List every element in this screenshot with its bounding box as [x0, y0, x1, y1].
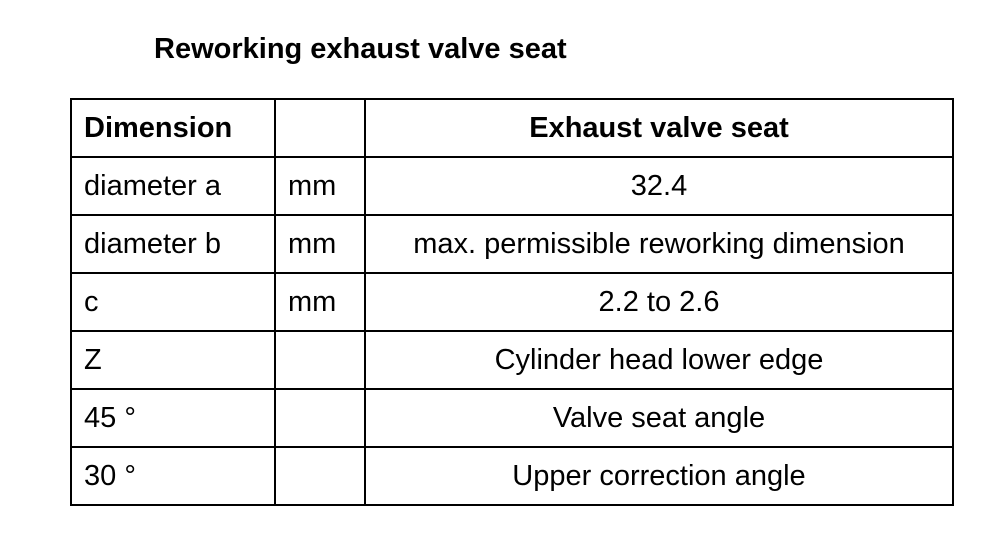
cell-dimension: Z	[71, 331, 275, 389]
table-row	[71, 447, 953, 505]
table-header-row	[71, 99, 953, 157]
cell-value: Cylinder head lower edge	[365, 331, 953, 389]
table-row	[71, 273, 953, 331]
header-exhaust-valve-seat: Exhaust valve seat	[365, 99, 953, 157]
cell-dimension: c	[71, 273, 275, 331]
cell-value: max. permissible reworking dimension	[365, 215, 953, 273]
cell-value: Upper correction angle	[365, 447, 953, 505]
cell-value: 32.4	[365, 157, 953, 215]
table-row	[71, 389, 953, 447]
cell-unit: mm	[275, 157, 365, 215]
cell-dimension: diameter a	[71, 157, 275, 215]
table-row	[71, 157, 953, 215]
table-row	[71, 215, 953, 273]
cell-unit	[275, 389, 365, 447]
cell-unit: mm	[275, 273, 365, 331]
spec-table	[70, 98, 954, 506]
cell-dimension: 30 °	[71, 447, 275, 505]
cell-dimension: diameter b	[71, 215, 275, 273]
header-unit	[275, 99, 365, 157]
page-title: Reworking exhaust valve seat	[154, 33, 567, 65]
cell-dimension: 45 °	[71, 389, 275, 447]
cell-value: 2.2 to 2.6	[365, 273, 953, 331]
cell-unit	[275, 331, 365, 389]
table-row	[71, 331, 953, 389]
cell-value: Valve seat angle	[365, 389, 953, 447]
cell-unit: mm	[275, 215, 365, 273]
header-dimension: Dimension	[71, 99, 275, 157]
cell-unit	[275, 447, 365, 505]
